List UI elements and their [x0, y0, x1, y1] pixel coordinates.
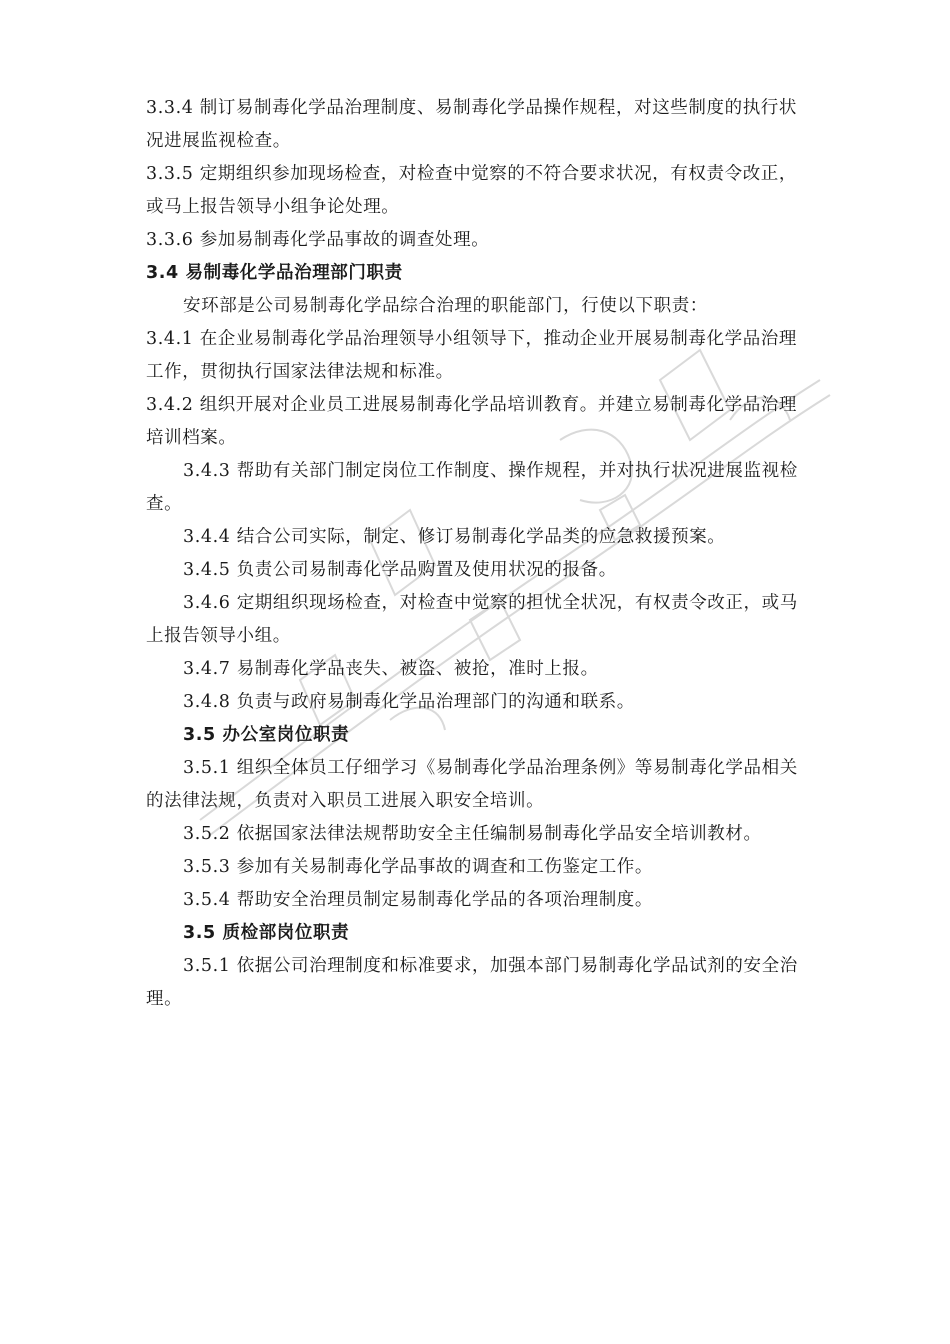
paragraph-3-5-1-quality: 3.5.1 依据公司治理制度和标准要求，加强本部门易制毒化学品试剂的安全治理。: [146, 956, 798, 1009]
paragraph-3-4-7: 3.4.7 易制毒化学品丧失、被盗、被抢，准时上报。: [183, 659, 599, 679]
paragraph-3-3-4: 3.3.4 制订易制毒化学品治理制度、易制毒化学品操作规程，对这些制度的执行状况进展监视检查。: [146, 98, 797, 151]
paragraph-3-4-3: 3.4.3 帮助有关部门制定岗位工作制度、操作规程，并对执行状况进展监视检查。: [146, 461, 798, 514]
document-body: [146, 92, 814, 1016]
section-heading-3-5-office: 3.5 办公室岗位职责: [183, 725, 350, 745]
paragraph-3-4-5: 3.4.5 负责公司易制毒化学品购置及使用状况的报备。: [183, 560, 617, 580]
paragraph-3-5-4-office: 3.5.4 帮助安全治理员制定易制毒化学品的各项治理制度。: [183, 890, 653, 910]
section-heading-3-5-quality: 3.5 质检部岗位职责: [183, 923, 350, 943]
paragraph-3-4-8: 3.4.8 负责与政府易制毒化学品治理部门的沟通和联系。: [183, 692, 635, 712]
paragraph-3-3-5: 3.3.5 定期组织参加现场检查，对检查中觉察的不符合要求状况，有权责令改正，或马上报告领导小组争论处理。: [146, 164, 797, 217]
paragraph-3-5-2-office: 3.5.2 依据国家法律法规帮助安全主任编制易制毒化学品安全培训教材。: [183, 824, 762, 844]
paragraph-3-4-6: 3.4.6 定期组织现场检查，对检查中觉察的担忧全状况，有权责令改正，或马上报告领导小组。: [146, 593, 798, 646]
paragraph-3-3-6: 3.3.6 参加易制毒化学品事故的调查处理。: [146, 230, 490, 250]
section-heading-3-4: 3.4 易制毒化学品治理部门职责: [146, 263, 403, 283]
paragraph-3-4-4: 3.4.4 结合公司实际，制定、修订易制毒化学品类的应急救援预案。: [183, 527, 726, 547]
paragraph-3-5-3-office: 3.5.3 参加有关易制毒化学品事故的调查和工伤鉴定工作。: [183, 857, 653, 877]
paragraph-3-4-intro: 安环部是公司易制毒化学品综合治理的职能部门，行使以下职责：: [183, 296, 708, 316]
paragraph-3-4-1: 3.4.1 在企业易制毒化学品治理领导小组领导下，推动企业开展易制毒化学品治理工作，贯彻执行国家法律法规和标准。: [146, 329, 797, 382]
paragraph-3-4-2: 3.4.2 组织开展对企业员工进展易制毒化学品培训教育。并建立易制毒化学品治理培训档案。: [146, 395, 797, 448]
paragraph-3-5-1-office: 3.5.1 组织全体员工仔细学习《易制毒化学品治理条例》等易制毒化学品相关的法律法规，负责对入职员工进展入职安全培训。: [146, 758, 798, 811]
